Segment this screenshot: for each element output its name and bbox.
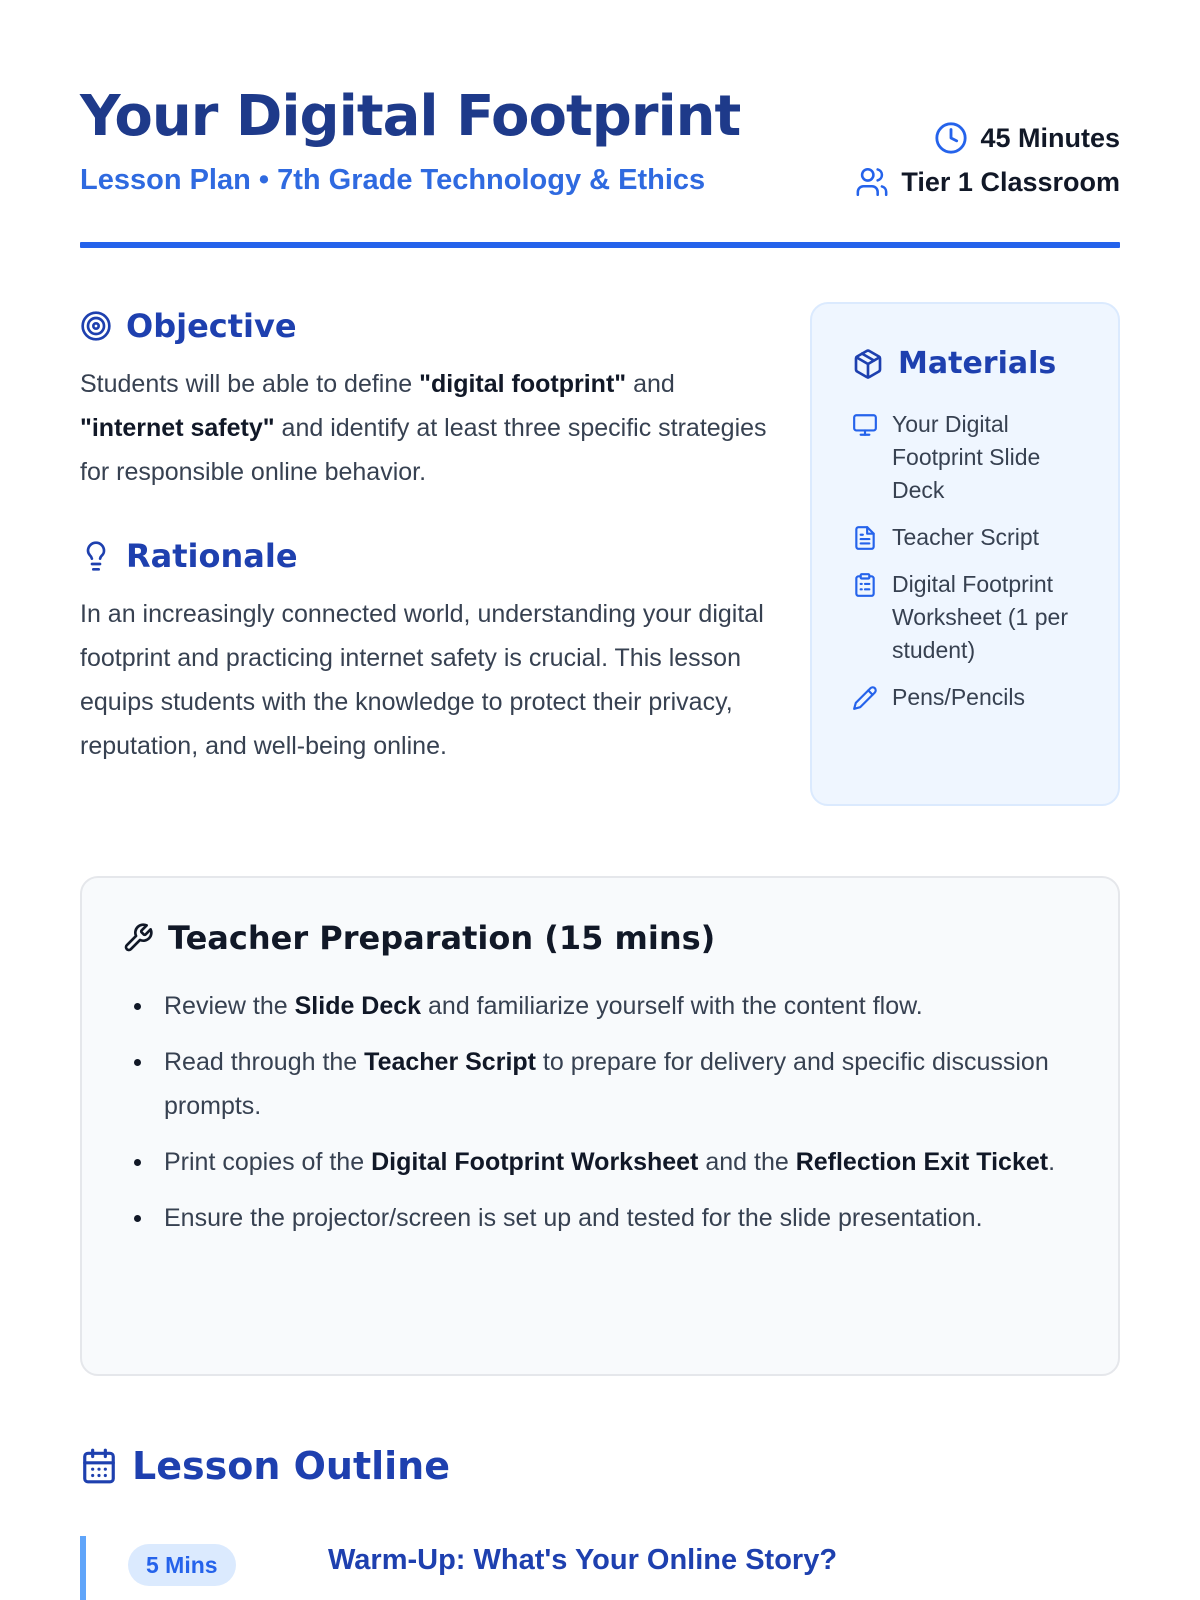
- duration-meta: [855, 116, 1120, 160]
- material-item: [852, 521, 1088, 554]
- target-icon: [80, 310, 112, 342]
- rationale-text: In an increasingly connected world, understanding your digital footprint and practicing internet safety is crucial. This lesson equips students with the knowledge to protect their privacy, reputation, and well-being online.: [80, 600, 764, 760]
- teacher-prep-heading-text: Teacher Preparation (15 mins): [168, 919, 716, 957]
- rationale-heading: [80, 536, 298, 576]
- prep-text: .: [1048, 1148, 1056, 1176]
- material-label: Digital Footprint Worksheet (1 per student): [892, 571, 1068, 663]
- material-item: [852, 681, 1088, 714]
- prep-bold: Slide Deck: [294, 992, 422, 1020]
- rationale-heading-text: Rationale: [126, 537, 298, 575]
- users-icon: [855, 165, 889, 199]
- page-subtitle: Lesson Plan • 7th Grade Technology & Ethics: [80, 164, 706, 196]
- lesson-outline-heading-text: Lesson Outline: [132, 1444, 451, 1488]
- step-duration-badge: 5 Mins: [128, 1544, 236, 1586]
- objective-text-part: and identify at least three specific strategies for responsible online behavior.: [80, 414, 767, 486]
- material-label: Pens/Pencils: [892, 684, 1025, 710]
- setting-meta: [855, 160, 1120, 204]
- materials-list: [852, 408, 1088, 714]
- prep-text: and familiarize yourself with the content flow.: [421, 992, 923, 1020]
- material-item: [852, 568, 1088, 667]
- prep-item: [122, 1196, 1078, 1240]
- clipboard-icon: [852, 572, 878, 598]
- prep-text: Review the: [164, 992, 295, 1020]
- prep-bold: Teacher Script: [364, 1048, 536, 1076]
- material-label: Your Digital Footprint Slide Deck: [892, 411, 1041, 503]
- objective-text-part: and: [626, 370, 675, 398]
- materials-card: [810, 302, 1120, 806]
- monitor-icon: [852, 412, 878, 438]
- material-item: [852, 408, 1088, 507]
- prep-item: [122, 984, 1078, 1028]
- step-title: Warm-Up: What's Your Online Story?: [328, 1544, 838, 1576]
- calendar-icon: [80, 1447, 118, 1485]
- objective-heading: [80, 306, 297, 346]
- prep-text: Read through the: [164, 1048, 365, 1076]
- objective-text: [80, 362, 770, 494]
- prep-bold: Digital Footprint Worksheet: [371, 1148, 699, 1176]
- duration-text: 45 Minutes: [980, 122, 1120, 153]
- prep-text: Ensure the projector/screen is set up and tested for the slide presentation.: [164, 1204, 983, 1232]
- material-label: Teacher Script: [892, 524, 1040, 550]
- lesson-meta: [855, 116, 1120, 204]
- page-title: Your Digital Footprint: [80, 84, 741, 149]
- prep-text: to prepare for delivery and specific discussion prompts.: [164, 1048, 1049, 1120]
- timeline-bar: [80, 1536, 86, 1600]
- prep-item: [122, 1040, 1078, 1128]
- lightbulb-icon: [80, 540, 112, 572]
- document-icon: [852, 525, 878, 551]
- clock-icon: [934, 121, 968, 155]
- objective-term-digital-footprint: "digital footprint": [419, 370, 627, 398]
- teacher-prep-card: [80, 876, 1120, 1376]
- pencil-icon: [852, 685, 878, 711]
- materials-heading: [852, 344, 1088, 384]
- materials-heading-text: Materials: [898, 346, 1057, 381]
- prep-text: and the: [698, 1148, 796, 1176]
- lesson-plan-page: [80, 0, 1120, 1600]
- objective-heading-text: Objective: [126, 307, 297, 345]
- package-icon: [852, 348, 884, 380]
- header: [80, 84, 1120, 248]
- teacher-prep-heading: [122, 918, 1078, 958]
- objective-term-internet-safety: "internet safety": [80, 414, 275, 442]
- objective-text-part: Students will be able to define: [80, 370, 420, 398]
- wrench-icon: [122, 922, 154, 954]
- prep-item: [122, 1140, 1078, 1184]
- prep-text: Print copies of the: [164, 1148, 372, 1176]
- header-divider: [80, 242, 1120, 248]
- teacher-prep-list: [122, 984, 1078, 1240]
- lesson-outline-heading: [80, 1446, 450, 1486]
- setting-text: Tier 1 Classroom: [901, 166, 1120, 197]
- prep-bold: Reflection Exit Ticket: [795, 1148, 1049, 1176]
